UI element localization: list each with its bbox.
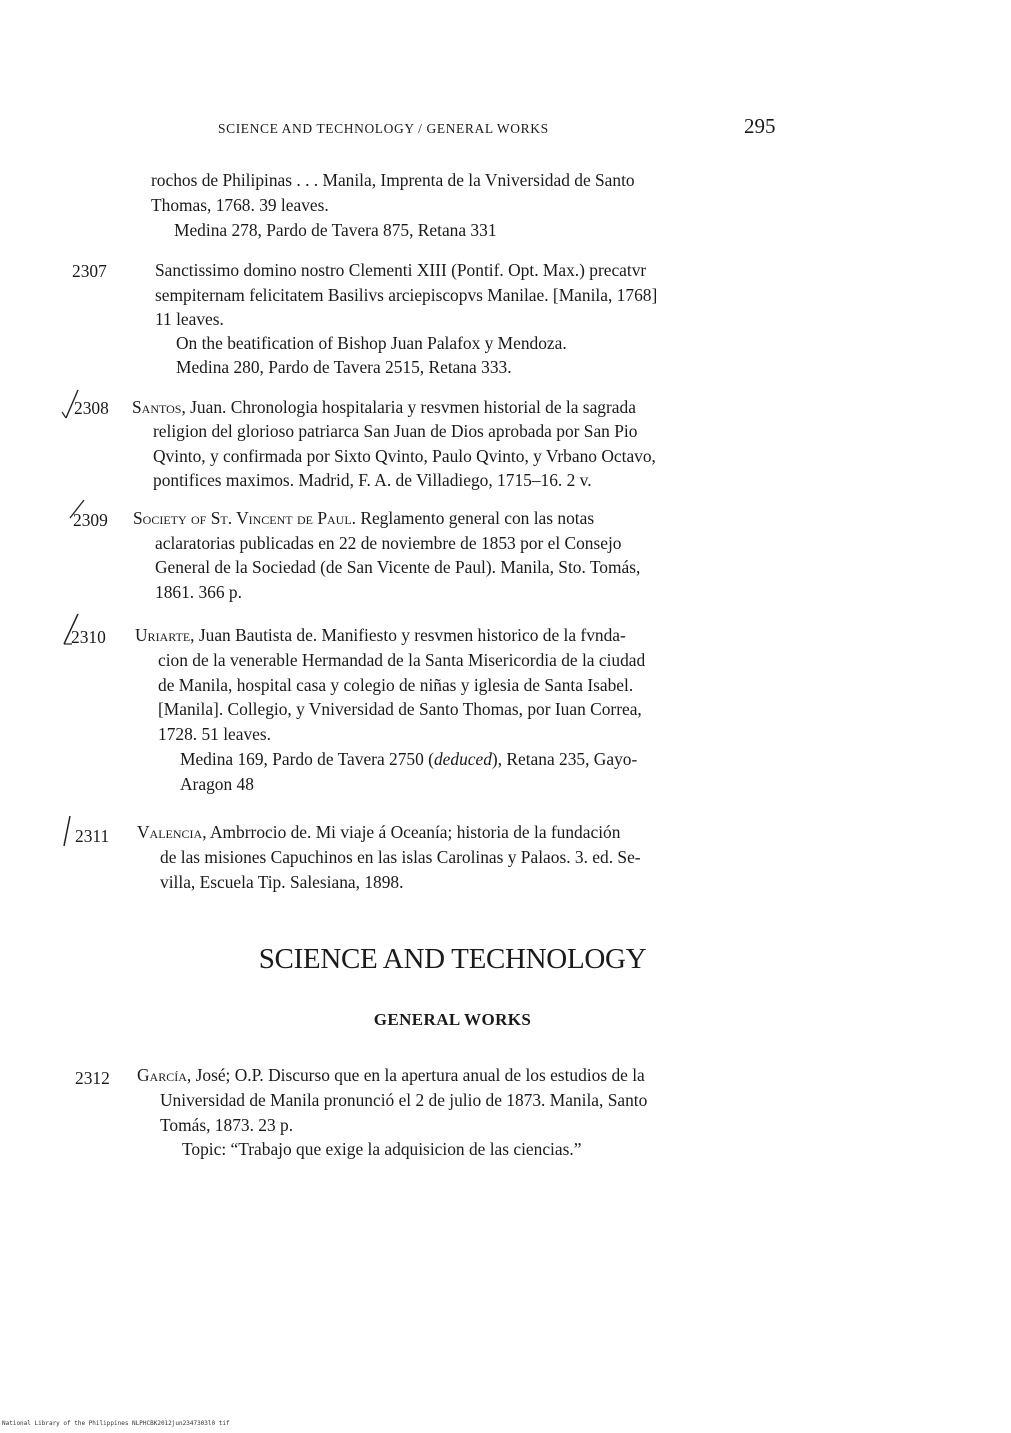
entry-note: Medina 278, Pardo de Tavera 875, Retana 331 bbox=[174, 220, 497, 240]
section-subtitle: GENERAL WORKS bbox=[373, 1010, 532, 1029]
entry-text-line: rochos de Philipinas . . . Manila, Imprenta de la Vniversidad de Santo bbox=[151, 170, 635, 190]
entry-number: 2308 bbox=[74, 398, 109, 418]
entry-text: , Juan. Chronologia hospitalaria y resvmen historial de la sagrada bbox=[181, 397, 636, 417]
entry-text-line: cion de la venerable Hermandad de la Santa Misericordia de la ciudad bbox=[158, 650, 646, 670]
entry-number: 2312 bbox=[75, 1068, 110, 1088]
entry-author: García bbox=[137, 1065, 187, 1085]
entry-text-line bbox=[135, 623, 626, 648]
entry-text-line: Thomas, 1768. 39 leaves. bbox=[151, 195, 329, 215]
entry-number: 2310 bbox=[71, 627, 106, 647]
entry-note-text: Medina 169, Pardo de Tavera 2750 ( bbox=[180, 749, 434, 769]
entry-text-line: Qvinto, y confirmada por Sixto Qvinto, Paulo Qvinto, y Vrbano Octavo, bbox=[153, 446, 656, 466]
entry-text: . Reglamento general con las notas bbox=[351, 508, 595, 528]
entry-note: Topic: “Trabajo que exige la adquisicion de las ciencias.” bbox=[182, 1139, 582, 1159]
entry-number: 2309 bbox=[73, 510, 108, 530]
entry-number: 2307 bbox=[72, 261, 107, 281]
entry-note: Medina 280, Pardo de Tavera 2515, Retana 333. bbox=[176, 357, 512, 377]
entry-author: Society of St. Vincent de Paul bbox=[133, 508, 352, 528]
entry-note-italic: deduced bbox=[433, 749, 492, 769]
entry-note-text: ), Retana 235, Gayo- bbox=[491, 749, 638, 769]
entry-text-line: religion del glorioso patriarca San Juan de Dios aprobada por San Pio bbox=[153, 421, 638, 441]
entry-text-line: 1861. 366 p. bbox=[155, 582, 242, 602]
entry-text-line bbox=[137, 820, 620, 845]
entry-text-line: 1728. 51 leaves. bbox=[158, 724, 272, 744]
entry-text-line: villa, Escuela Tip. Salesiana, 1898. bbox=[160, 872, 404, 892]
entry-text-line: pontifices maximos. Madrid, F. A. de Villadiego, 1715–16. 2 v. bbox=[153, 470, 592, 490]
entry-text-line: de las misiones Capuchinos en las islas Carolinas y Palaos. 3. ed. Se- bbox=[160, 847, 641, 867]
section-title: SCIENCE AND TECHNOLOGY bbox=[258, 943, 647, 975]
entry-text-line bbox=[137, 1063, 645, 1088]
entry-text-line: aclaratorias publicadas en 22 de noviembre de 1853 por el Consejo bbox=[155, 533, 622, 553]
entry-text-line: Tomás, 1873. 23 p. bbox=[160, 1115, 294, 1135]
entry-text: , Juan Bautista de. Manifiesto y resvmen historico de la fvnda- bbox=[190, 625, 626, 645]
entry-text-line: General de la Sociedad (de San Vicente de Paul). Manila, Sto. Tomás, bbox=[155, 557, 641, 577]
entry-note: Aragon 48 bbox=[180, 774, 254, 794]
entry-text: , José; O.P. Discurso que en la apertura anual de los estudios de la bbox=[186, 1065, 645, 1085]
page-number: 295 bbox=[744, 114, 776, 138]
entry-text-line: 11 leaves. bbox=[155, 309, 224, 329]
entry-text-line: Sanctissimo domino nostro Clementi XIII (Pontif. Opt. Max.) precatvr bbox=[155, 260, 647, 280]
entry-author: Uriarte bbox=[135, 625, 191, 645]
entry-text-line: Universidad de Manila pronunció el 2 de julio de 1873. Manila, Santo bbox=[160, 1090, 648, 1110]
entry-author: Valencia bbox=[137, 822, 203, 842]
entry-text-line: de Manila, hospital casa y colegio de niñas y iglesia de Santa Isabel. bbox=[158, 675, 634, 695]
entry-note: On the beatification of Bishop Juan Palafox y Mendoza. bbox=[176, 333, 567, 353]
entry-text: , Ambrrocio de. Mi viaje á Oceanía; historia de la fundación bbox=[202, 822, 621, 842]
entry-text-line bbox=[132, 395, 636, 420]
entry-author: Santos bbox=[132, 397, 182, 417]
entry-note bbox=[180, 747, 637, 772]
running-header: SCIENCE AND TECHNOLOGY / GENERAL WORKS bbox=[218, 121, 549, 136]
entry-number: 2311 bbox=[75, 826, 110, 846]
entry-text-line: sempiternam felicitatem Basilivs arciepiscopvs Manilae. [Manila, 1768] bbox=[155, 285, 658, 305]
scan-footer: National Library of the Philippines NLPHCBK2012jun2347303l0 tif bbox=[2, 1420, 230, 1427]
check-mark-icon bbox=[56, 812, 76, 850]
entry-text-line bbox=[133, 506, 594, 531]
entry-text-line: [Manila]. Collegio, y Vniversidad de Santo Thomas, por Iuan Correa, bbox=[158, 699, 642, 719]
